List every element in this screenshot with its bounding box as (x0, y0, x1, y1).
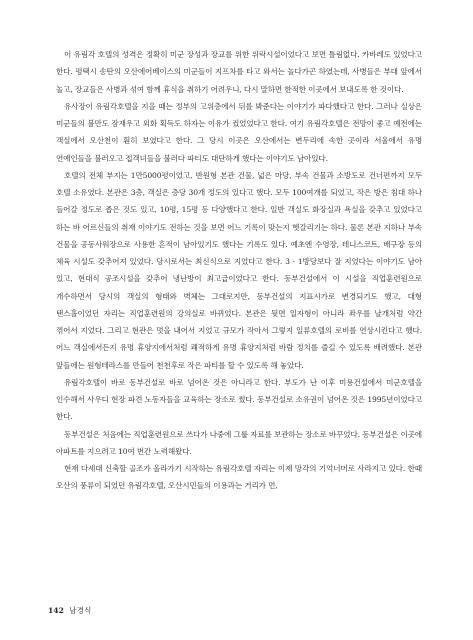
paragraph: 이 유림각 호텔의 성격은 정확히 미군 장성과 장교를 위한 위락시설이었다고 보면 틀림없다. 카바레도 있었다고 한다. 평택시 송탄의 오산에어베이스의 미군들이 지프차를 타고 와서는 놀다가곤 하였는데, 사병들은 부대 앞에서 놀고, 장교들은 사병과 섞여 함께 휴식을 취하기 어려우니, 다시 말하면 한적한 이곳에서 보내도록 한 것이다. (56, 50, 422, 94)
paragraph: 유사장이 유림각호텔을 지을 때는 정부의 고위층에서 뒤를 봐준다는 이야기가 파다했다고 한다. 그러나 실상은 미군들의 불만도 잠재우고 외화 획득도 하자는 이유가 컸었었다고 한다. 여기 유림각호텔은 전망이 좋고 예전에는 객실에서 오산천이 훤히 보였다고 한다. 그 당시 이곳은 오산에서는 변두리에 속한 곳이라 서울에서 유명 연예인들을 불러오고 접객녀들을 불러다 파티도 대단하게 했다는 이야기도 남아있다. (56, 101, 422, 163)
body-text (56, 46, 422, 495)
running-title: 남경식 (69, 606, 92, 615)
paragraph: 동부건설은 처음에는 직업훈련원으로 쓰다가 나중에 그룹 자료를 보관하는 장소로 바꾸었다. 동부건설은 이곳에 아파트를 지으려고 10여 번간 노력해왔다. (56, 429, 422, 456)
paragraph: 유림각호텔이 바로 동부건설로 바로 넘어온 것은 아니라고 한다. 부도가 난 이후 미용건설에서 미군호텔을 인수해서 사우디 현장 파견 노동자들을 교육하는 장소로 썼다. 동부건설로 소유권이 넘어온 것은 1995년이었다고 한다. (56, 377, 422, 422)
paragraph: 현재 다세대 신축할 골조가 올라가기 시작하는 유림각호텔 자리는 이제 망각의 기억너머로 사라지고 있다. 한때 오산의 풍류이 되었던 유림각호텔, 오산시민들의 이용과는 거리가 먼, (56, 464, 422, 491)
page-footer (48, 605, 91, 616)
paragraph: 호텔의 전체 부지는 1만5000평이었고, 반원형 본관 건물, 넓은 마당, 부속 건물과 소방도로 건너편까지 모두 호텔 소유였다. 본관은 3층, 객실은 층당 30개 정도의 있다고 했다. 모두 100여개를 되었고, 작은 방은 침대 하나 들어갈 정도로 좁은 것도 있고, 10평, 15평 등 다양했다고 한다. 일반 객실도 화장실과 욕실을 갖추고 있었다고 하는 바 어르신들의 취재 이야기도 전하는 것을 보면 어느 기록이 맞는지 헷갈리기는 하다. 물론 본관 지하나 부속 건물을 공동사워장으로 사용한 흔적이 남아있기도 했다는 기록도 있다. 예초엔 수영장, 테니스코트, 배구장 등의 체육 시설도 갖추어져 있었다. 당시로서는 최신식으로 지었다고 한다. 3 · 1방당보다 잘 지었다는 이야기도 남아 있고, 현대식 공조시설을 갖추어 냉난방이 최고급이었다고 한다. 동부건설에서 이 시설을 직업훈련원으로 개수하면서 당시의 객실의 형태와 벽체는 그대로지만, 동부건설의 지표시가로 변경되기도 했고, 대형 탠스홀이었던 자리는 직업훈련원의 강의실로 바뀌었다. 본관은 뒷면 일자형이 아니라 좌우를 날개처럼 약간 꺾어서 지었다. 그리고 현관은 멋을 내어서 지었고 규모가 작아서 그렇지 일류호텔의 로비를 연상시킨다고 했다. 어느 객실에서든지 유명 휴양지에서처럼 쾌적하게 유명 휴양지처럼 바람 정치를 즐길 수 있도록 배려했다. 본관 앞들에는 원형테라스를 만들어 천천후로 작은 파티를 할 수 있도록 해 놓았다. (56, 170, 422, 370)
page-number: 142 (48, 606, 64, 615)
